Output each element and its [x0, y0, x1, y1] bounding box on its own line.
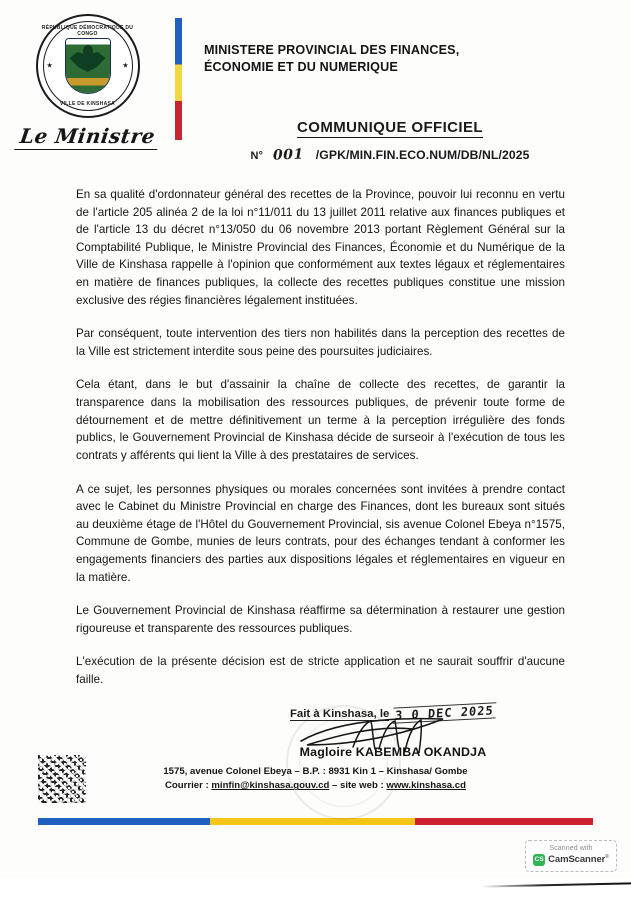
coat-of-arms-shield-icon: [65, 38, 111, 94]
reference-handwritten-number: 001: [272, 146, 305, 164]
paragraph-3: Cela étant, dans le but d'assainir la chaîne de collecte des recettes, de garantir la transparence dans la mobilisation des ressources publiques, de prévenir toute forme de détournement et de mettre définitivement un terme à la perception irrégulière des fonds publics, le Gouvernement Provincial de Kinshasa décide de surseoir à l'exécution de tous les contrats y afférents qui lient la Ville à des prestataires de services.: [76, 378, 565, 462]
le-ministre-signature-script: Le Ministre: [14, 124, 161, 150]
date-stamp: 3 0 DEC 2025: [393, 702, 496, 723]
camscanner-app-name: [548, 854, 609, 865]
camscanner-app-name-text: CamScanner: [548, 854, 606, 866]
reference-line: [204, 147, 576, 163]
signature-block: [273, 705, 513, 759]
document-body: [0, 186, 631, 815]
paragraph-6: L'exécution de la présente décision est de stricte application et ne saurait souffrir d'aucune faille.: [76, 655, 565, 687]
paragraph-1: En sa qualité d'ordonnateur général des recettes de la Province, pouvoir lui reconnu en vertu de l'article 205 alinéa 2 de la loi n°11/011 du 13 juillet 2011 relative aux finances publiques et de l'article 13 du décret n°13/050 du 06 novembre 2013 portant Règlement Général sur la Comptabilité Publique, le Ministre Provincial des Finances, Économie et du Numérique de la Ville de Kinshasa rappelle à l'opinion que conformément aux textes légaux et réglementaires en matière de finances publiques, la collecte des recettes publiques constitue une mission exclusive des régies financières légalement instituées.: [76, 188, 565, 307]
seal-top-text: RÉPUBLIQUE DÉMOCRATIQUE DU CONGO: [41, 25, 134, 37]
camscanner-watermark: [525, 840, 617, 872]
reference-prefix: N°: [250, 149, 264, 162]
seal-star-right-icon: ★: [122, 62, 129, 70]
vertical-tricolor-bar: [175, 18, 182, 140]
page-edge-shadow-line: [481, 882, 631, 887]
page-bottom-edge: [0, 878, 631, 900]
footer-email[interactable]: minfin@kinshasa.gouv.cd: [211, 780, 330, 792]
seal-bottom-text: VILLE DE KINSHASA: [59, 101, 116, 107]
handwritten-signature: [273, 717, 513, 751]
tricolor-red-segment: [415, 818, 593, 825]
camscanner-logo-icon: CS: [533, 854, 545, 866]
communique-title: COMMUNIQUE OFFICIEL: [297, 118, 483, 136]
crest-column: [0, 14, 175, 150]
camscanner-trademark-symbol: ®: [605, 854, 609, 861]
footer-tricolor-bar: [38, 818, 593, 825]
tricolor-yellow-segment: [210, 818, 415, 825]
place-date-label: Fait à Kinshasa, le: [289, 707, 390, 720]
reference-suffix: /GPK/MIN.FIN.ECO.NUM/DB/NL/2025: [315, 147, 530, 162]
eagle-head-icon: [83, 45, 93, 57]
paragraph-4: A ce sujet, les personnes physiques ou morales concernées sont invitées à prendre contact avec le Cabinet du Ministre Provincial en charge des Finances, dont les bureaux sont situés au deuxième étage de l'Hôtel du Gouvernement Provincial, sis avenue Colonel Ebeya n°1575, Commune de Gombe, munies de leurs contrats, pour des échanges tendant à conformer les engagements financiers des parties aux dispositions légales et réglementaires en vigueur en la matière.: [76, 482, 565, 584]
footer-website[interactable]: www.kinshasa.cd: [386, 780, 466, 792]
republic-seal-icon: [36, 14, 140, 118]
paragraph-2: Par conséquent, toute intervention des tiers non habilités dans la perception des recettes de la Ville est strictement interdite sous peine des poursuites judiciaires.: [76, 327, 565, 358]
footer-address: 1575, avenue Colonel Ebeya – B.P. : 8931 Kin 1 – Kinshasa/ Gombe: [163, 766, 468, 777]
footer-courrier-label: Courrier :: [164, 780, 212, 792]
header-right-column: [182, 14, 631, 163]
communique-heading-block: [204, 119, 631, 163]
signature-area: [76, 705, 565, 815]
paragraph-5: Le Gouvernement Provincial de Kinshasa réaffirme sa détermination à restaurer une gestion rigoureuse et transparente des ressources publiques.: [76, 604, 565, 635]
document-header: [0, 0, 631, 180]
camscanner-scanned-with-label: Scanned with: [549, 845, 593, 852]
footer-contact-separator: – site web :: [329, 780, 387, 792]
tricolor-blue-segment: [38, 818, 210, 825]
ministry-title: MINISTERE PROVINCIAL DES FINANCES, ÉCONOMIE ET DU NUMERIQUE: [204, 43, 460, 75]
seal-star-left-icon: ★: [46, 62, 53, 70]
signatory-name: Magloire KABEMBA OKANDJA: [299, 744, 487, 759]
camscanner-brand-row: [532, 854, 610, 866]
